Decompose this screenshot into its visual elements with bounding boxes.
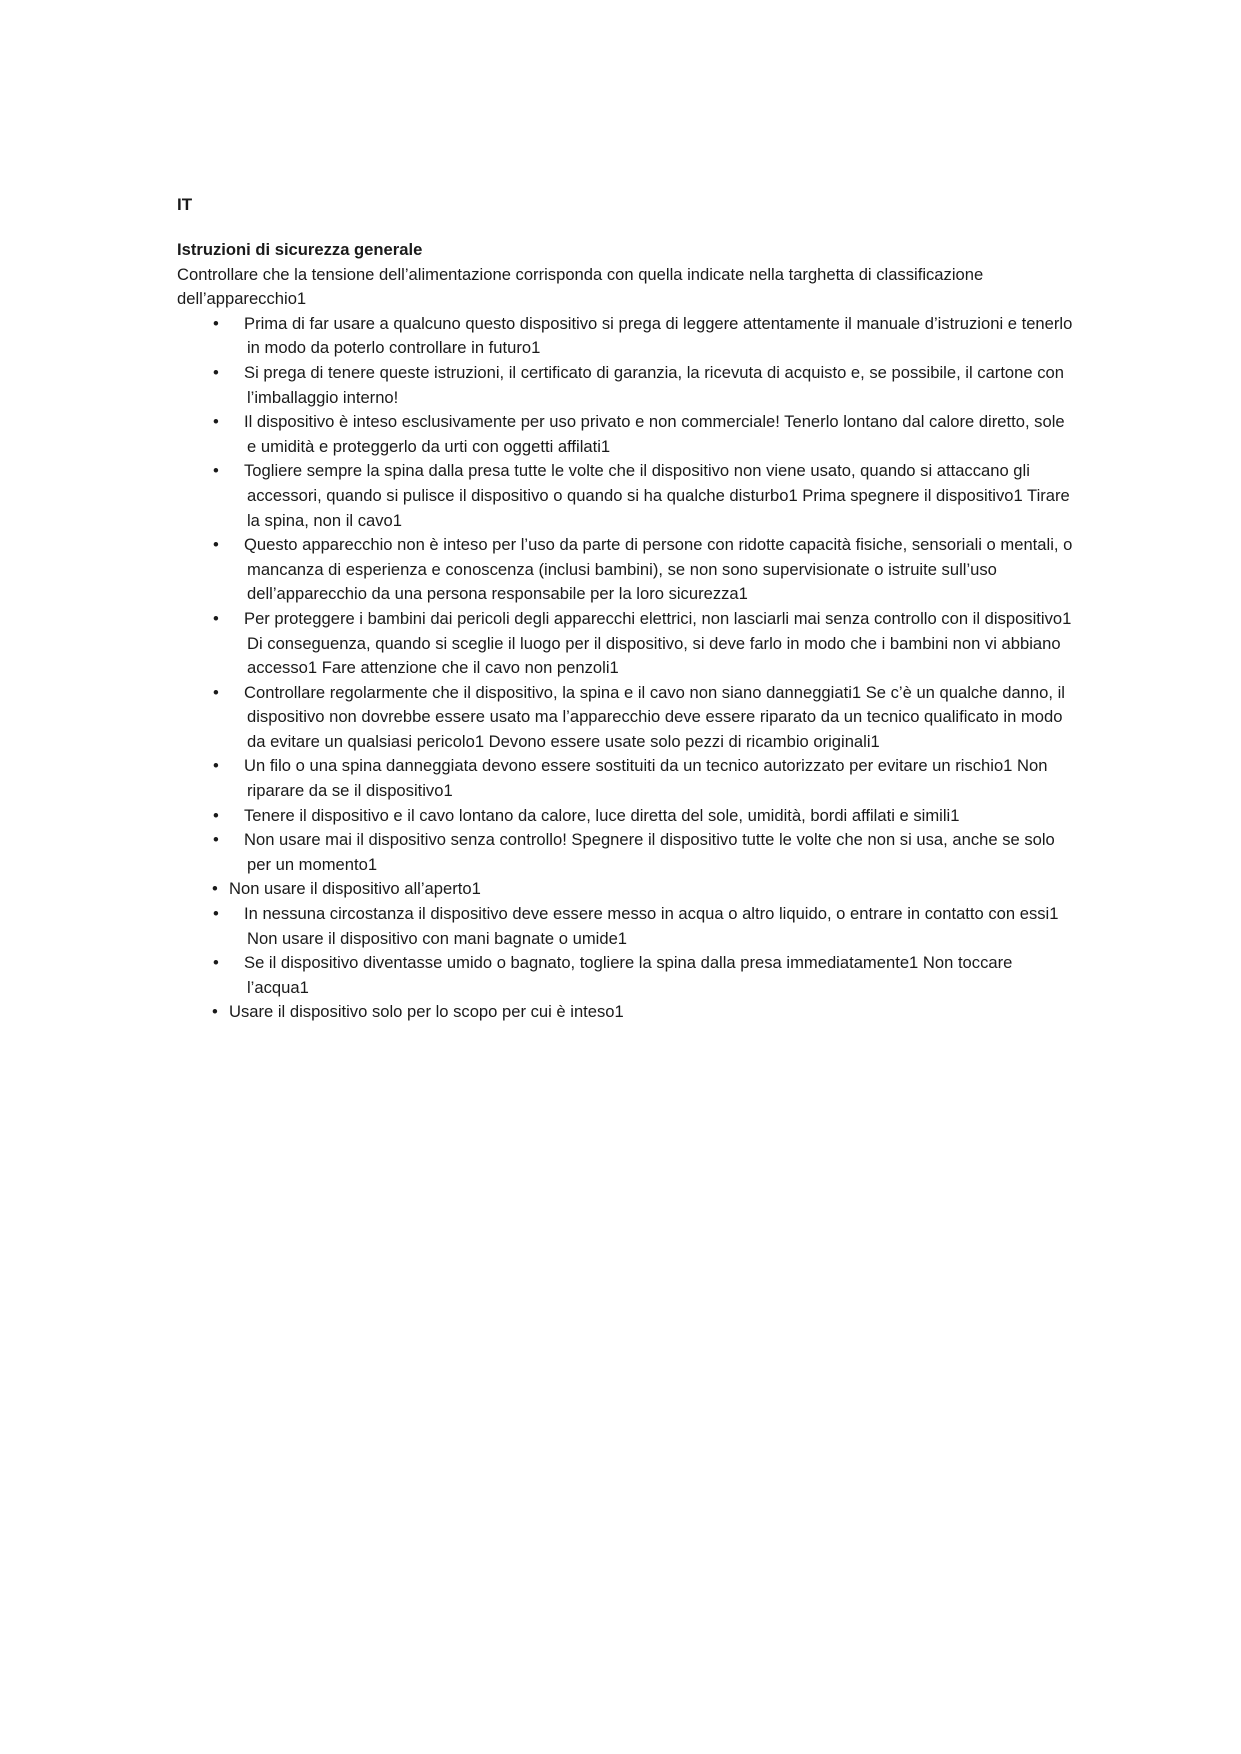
- list-item-text: Per proteggere i bambini dai pericoli degli apparecchi elettrici, non lasciarli mai senza controllo con il dispositivo1 Di conseguenza, quando si sceglie il luogo per il dispositivo, si deve farlo in modo che i bambini non vi abbiano accesso1 Fare attenzione che il cavo non penzoli1: [244, 608, 1072, 678]
- list-item-text: Questo apparecchio non è inteso per l’uso da parte di persone con ridotte capacità fisiche, sensoriali o mentali, o mancanza di esperienza e conoscenza (inclusi bambini), se non sono supervisionate o istruite sull’uso dell’apparecchio da una persona responsabile per la loro sicurezza1: [244, 535, 1073, 604]
- list-item: [177, 804, 1077, 829]
- intro-paragraph: Controllare che la tensione dell’alimentazione corrisponda con quella indicate nella targhetta di classificazione dell’apparecchio1: [177, 264, 984, 309]
- list-item-text: Controllare regolarmente che il dispositivo, la spina e il cavo non siano danneggiati1 Se c’è un qualche danno, il dispositivo non dovrebbe essere usato ma l’apparecchio deve essere riparato da un tecnico qualificato in modo da evitare un qualsiasi pericolo1 Devono essere usate solo pezzi di ricambio originali1: [244, 682, 1065, 751]
- bullet-icon: •: [213, 953, 219, 973]
- list-item: [177, 533, 1077, 607]
- bullet-icon: •: [213, 461, 219, 481]
- safety-section: [177, 238, 1077, 1025]
- bullet-icon: •: [213, 682, 219, 702]
- list-item: [177, 754, 1077, 803]
- list-item-text: In nessuna circostanza il dispositivo deve essere messo in acqua o altro liquido, o entrare in contatto con essi1 Non usare il dispositivo con mani bagnate o umide1: [244, 904, 1059, 948]
- list-item-text: Usare il dispositivo solo per lo scopo per cui è inteso1: [229, 1002, 624, 1022]
- bullet-icon: •: [212, 879, 218, 899]
- bullet-icon: •: [213, 535, 219, 555]
- safety-instructions-list: [177, 312, 1077, 1025]
- list-item: [177, 951, 1077, 1000]
- bullet-icon: •: [213, 904, 219, 924]
- list-item-text: Il dispositivo è inteso esclusivamente per uso privato e non commerciale! Tenerlo lontano dal calore diretto, sole e umidità e proteggerlo da urti con oggetti affilati1: [244, 412, 1065, 456]
- list-item: [177, 1000, 1077, 1025]
- list-item-text: Togliere sempre la spina dalla presa tutte le volte che il dispositivo non viene usato, quando si attaccano gli accessori, quando si pulisce il dispositivo o quando si ha qualche disturbo1 Prima spegnere il dispositivo1 Tirare la spina, non il cavo1: [244, 461, 1070, 530]
- list-item-text: Tenere il dispositivo e il cavo lontano da calore, luce diretta del sole, umidità, bordi affilati e simili1: [244, 805, 960, 825]
- bullet-icon: •: [212, 1002, 218, 1022]
- list-item-text: Si prega di tenere queste istruzioni, il certificato di garanzia, la ricevuta di acquisto e, se possibile, il cartone con l’imballaggio interno!: [244, 362, 1064, 407]
- list-item: [177, 828, 1077, 877]
- bullet-icon: •: [213, 362, 219, 382]
- list-item: [177, 902, 1077, 951]
- list-item-text: Non usare mai il dispositivo senza controllo! Spegnere il dispositivo tutte le volte che non si usa, anche se solo per un momento1: [244, 830, 1055, 874]
- bullet-icon: •: [213, 805, 219, 825]
- list-item: [177, 681, 1077, 755]
- list-item-text: Un filo o una spina danneggiata devono essere sostituiti da un tecnico autorizzato per evitare un rischio1 Non riparare da se il dispositivo1: [244, 756, 1048, 801]
- bullet-icon: •: [213, 608, 219, 628]
- bullet-icon: •: [213, 313, 219, 333]
- list-item-text: Prima di far usare a qualcuno questo dispositivo si prega di leggere attentamente il manuale d’istruzioni e tenerlo in modo da poterlo controllare in futuro1: [244, 313, 1073, 358]
- list-item-text: Se il dispositivo diventasse umido o bagnato, togliere la spina dalla presa immediatamente1 Non toccare l’acqua1: [244, 953, 1013, 997]
- list-item-text: Non usare il dispositivo all’aperto1: [229, 879, 481, 899]
- language-code: IT: [177, 195, 193, 214]
- bullet-icon: •: [213, 830, 219, 850]
- section-heading: Istruzioni di sicurezza generale: [177, 240, 423, 259]
- list-item: [177, 312, 1077, 361]
- list-item: [177, 361, 1077, 410]
- list-item: [177, 410, 1077, 459]
- bullet-icon: •: [213, 412, 219, 432]
- list-item: [177, 459, 1077, 533]
- list-item: [177, 877, 1077, 902]
- list-item: [177, 607, 1077, 681]
- bullet-icon: •: [213, 756, 219, 776]
